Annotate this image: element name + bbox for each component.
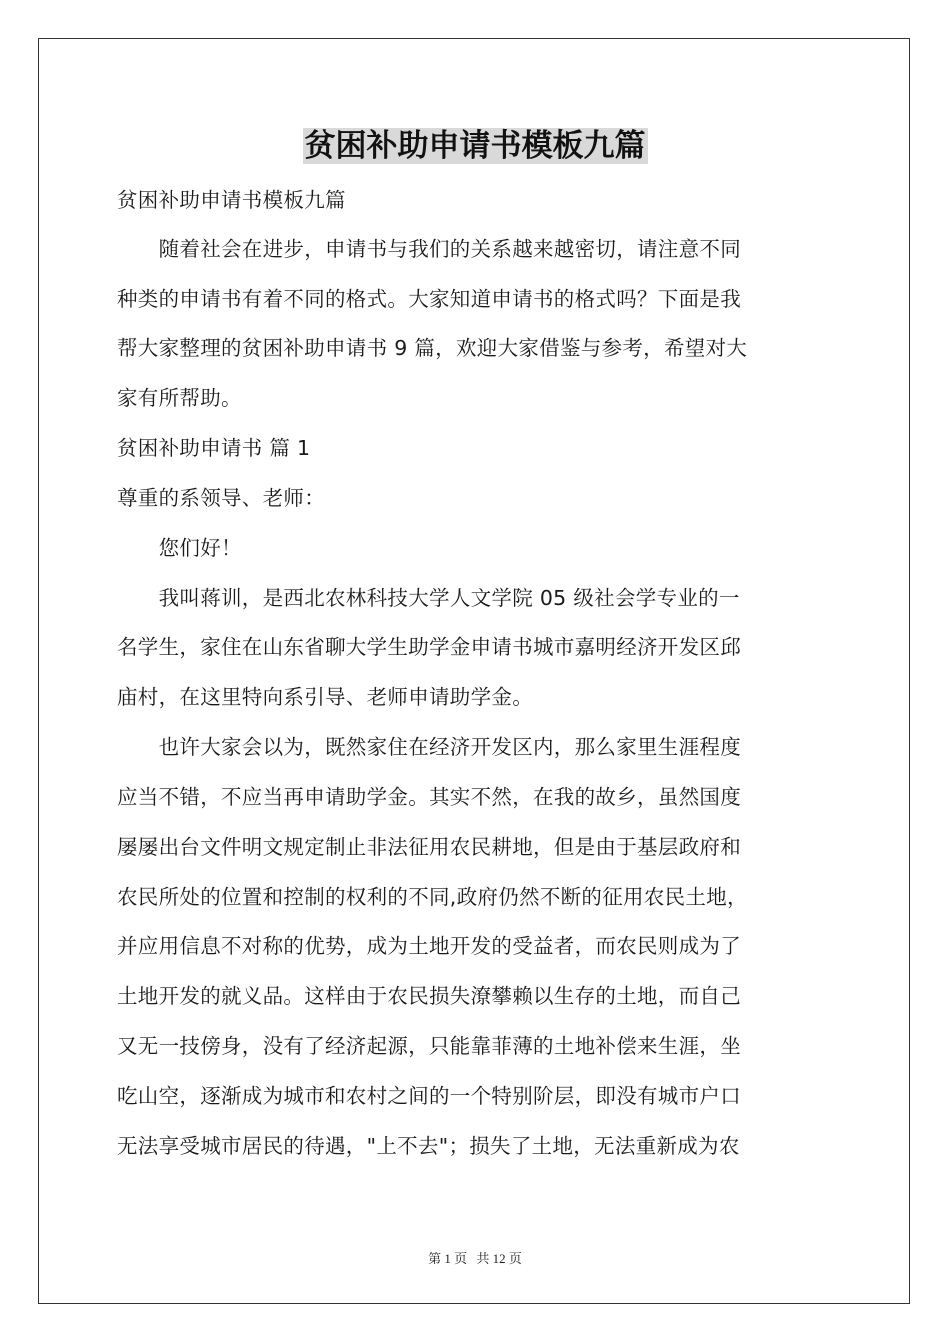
section-heading: 贫困补助申请书 篇 1 bbox=[117, 436, 311, 460]
page-number: 第 1 页 bbox=[428, 1251, 468, 1266]
document-title bbox=[0, 124, 950, 168]
body-line: 也许大家会以为，既然家住在经济开发区内，那么家里生涯程度 bbox=[117, 735, 741, 759]
body-line: 并应用信息不对称的优势，成为土地开发的受益者，而农民则成为了 bbox=[117, 934, 741, 958]
body-line: 又无一技傍身，没有了经济起源，只能靠菲薄的土地补偿来生涯，坐 bbox=[117, 1034, 741, 1058]
body-line: 帮大家整理的贫困补助申请书 9 篇，欢迎大家借鉴与参考，希望对大 bbox=[117, 336, 748, 360]
greeting-line: 您们好！ bbox=[117, 536, 242, 560]
body-line: 农民所处的位置和控制的权利的不同,政府仍然不断的征用农民土地， bbox=[117, 885, 748, 909]
body-line: 家有所帮助。 bbox=[117, 386, 242, 410]
body-line: 应当不错，不应当再申请助学金。其实不然，在我的故乡，虽然国度 bbox=[117, 785, 741, 809]
body-line: 庙村，在这里特向系引导、老师申请助学金。 bbox=[117, 685, 533, 709]
page-border bbox=[38, 38, 910, 1304]
body-line: 我叫蒋训，是西北农林科技大学人文学院 05 级社会学专业的一 bbox=[117, 586, 740, 610]
body-line: 随着社会在进步，申请书与我们的关系越来越密切，请注意不同 bbox=[117, 237, 741, 261]
body-line: 无法享受城市居民的待遇，"上不去"；损失了土地，无法重新成为农 bbox=[117, 1134, 740, 1158]
document-title-text: 贫困补助申请书模板九篇 bbox=[304, 128, 646, 164]
salutation-line: 尊重的系领导、老师： bbox=[117, 486, 325, 510]
body-line: 名学生，家住在山东省聊大学生助学金申请书城市嘉明经济开发区邱 bbox=[117, 635, 741, 659]
subtitle-line: 贫困补助申请书模板九篇 bbox=[117, 188, 346, 212]
body-line: 种类的申请书有着不同的格式。大家知道申请书的格式吗？下面是我 bbox=[117, 287, 741, 311]
body-line: 吃山空，逐渐成为城市和农村之间的一个特别阶层，即没有城市户口 bbox=[117, 1084, 741, 1108]
body-line: 土地开发的就义品。这样由于农民损失潦攀赖以生存的土地，而自己 bbox=[117, 984, 741, 1008]
body-line: 屡屡出台文件明文规定制止非法征用农民耕地，但是由于基层政府和 bbox=[117, 835, 741, 859]
page-footer bbox=[0, 1248, 950, 1267]
page-total: 共 12 页 bbox=[476, 1251, 522, 1266]
